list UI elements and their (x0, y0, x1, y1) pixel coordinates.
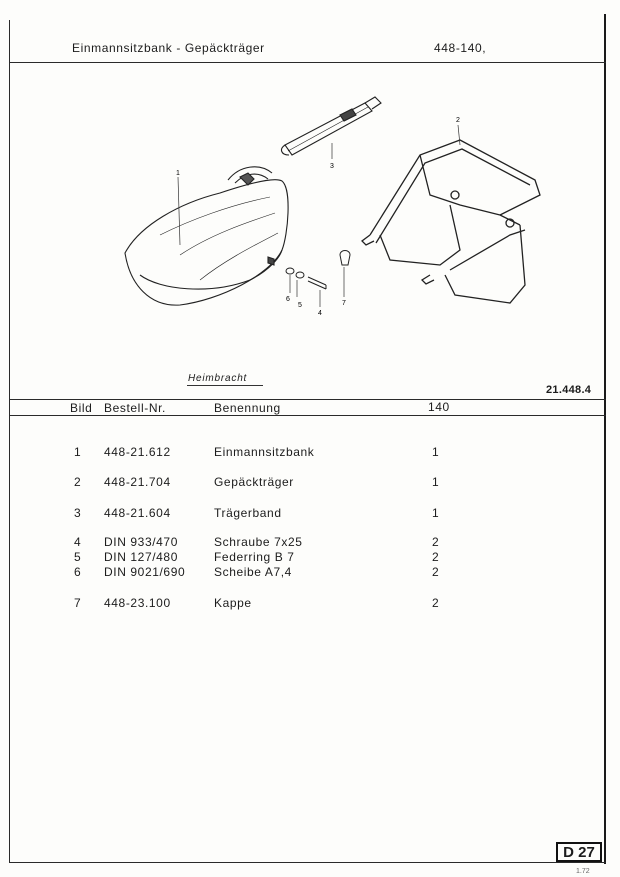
row-quantity: 1 (432, 506, 440, 520)
callout-5: 5 (298, 302, 302, 309)
strap-drawing (282, 97, 381, 155)
seat-drawing (125, 167, 288, 305)
table-row (0, 550, 620, 566)
brand-underline (187, 385, 263, 386)
col-header-bestell-nr: Bestell-Nr. (104, 401, 166, 415)
row-description: Scheibe A7,4 (214, 565, 292, 579)
callout-1: 1 (176, 170, 180, 177)
page-number-badge: D 27 (556, 842, 602, 862)
luggage-rack-drawing (362, 140, 540, 303)
row-description: Schraube 7x25 (214, 535, 303, 549)
row-part-number: DIN 933/470 (104, 535, 178, 549)
row-part-number: DIN 9021/690 (104, 565, 186, 579)
callout-leaders (178, 125, 460, 307)
row-bild: 6 (74, 565, 82, 579)
callout-6: 6 (286, 296, 290, 303)
drawing-divider (9, 399, 606, 400)
row-description: Trägerband (214, 506, 282, 520)
footer-note: 1.72 (576, 868, 590, 875)
row-quantity: 2 (432, 565, 440, 579)
callout-7: 7 (342, 300, 346, 307)
row-description: Einmannsitzbank (214, 445, 315, 459)
col-header-qty: 140 (428, 400, 450, 414)
row-quantity: 1 (432, 475, 440, 489)
brand-mark: Heimbracht (188, 373, 248, 384)
row-quantity: 2 (432, 596, 440, 610)
header-divider (9, 62, 606, 63)
drawing-number: 21.448.4 (546, 384, 592, 396)
row-bild: 7 (74, 596, 82, 610)
parts-drawing (100, 85, 560, 325)
row-bild: 2 (74, 475, 82, 489)
frame-right-line (604, 14, 606, 864)
row-part-number: DIN 127/480 (104, 550, 178, 564)
row-part-number: 448-21.704 (104, 475, 171, 489)
table-row (0, 596, 620, 612)
col-header-benennung: Benennung (214, 401, 281, 415)
col-header-bild: Bild (70, 401, 93, 415)
frame-left-line (9, 20, 10, 863)
row-part-number: 448-23.100 (104, 596, 171, 610)
row-quantity: 1 (432, 445, 440, 459)
row-quantity: 2 (432, 535, 440, 549)
row-bild: 1 (74, 445, 82, 459)
frame-bottom-line (9, 862, 606, 863)
row-description: Federring B 7 (214, 550, 295, 564)
row-bild: 3 (74, 506, 82, 520)
row-bild: 5 (74, 550, 82, 564)
row-description: Kappe (214, 596, 252, 610)
table-row (0, 535, 620, 551)
page-title: Einmannsitzbank - Gepäckträger (72, 41, 265, 55)
row-description: Gepäckträger (214, 475, 294, 489)
row-part-number: 448-21.612 (104, 445, 171, 459)
table-row (0, 445, 620, 461)
table-row (0, 506, 620, 522)
hardware-drawing (286, 251, 350, 290)
row-part-number: 448-21.604 (104, 506, 171, 520)
model-code: 448-140, (434, 41, 487, 55)
callout-4: 4 (318, 310, 322, 317)
row-quantity: 2 (432, 550, 440, 564)
table-row (0, 565, 620, 581)
table-row (0, 475, 620, 491)
row-bild: 4 (74, 535, 82, 549)
callout-2: 2 (456, 117, 460, 124)
callout-3: 3 (330, 163, 334, 170)
table-header-divider (9, 415, 606, 416)
